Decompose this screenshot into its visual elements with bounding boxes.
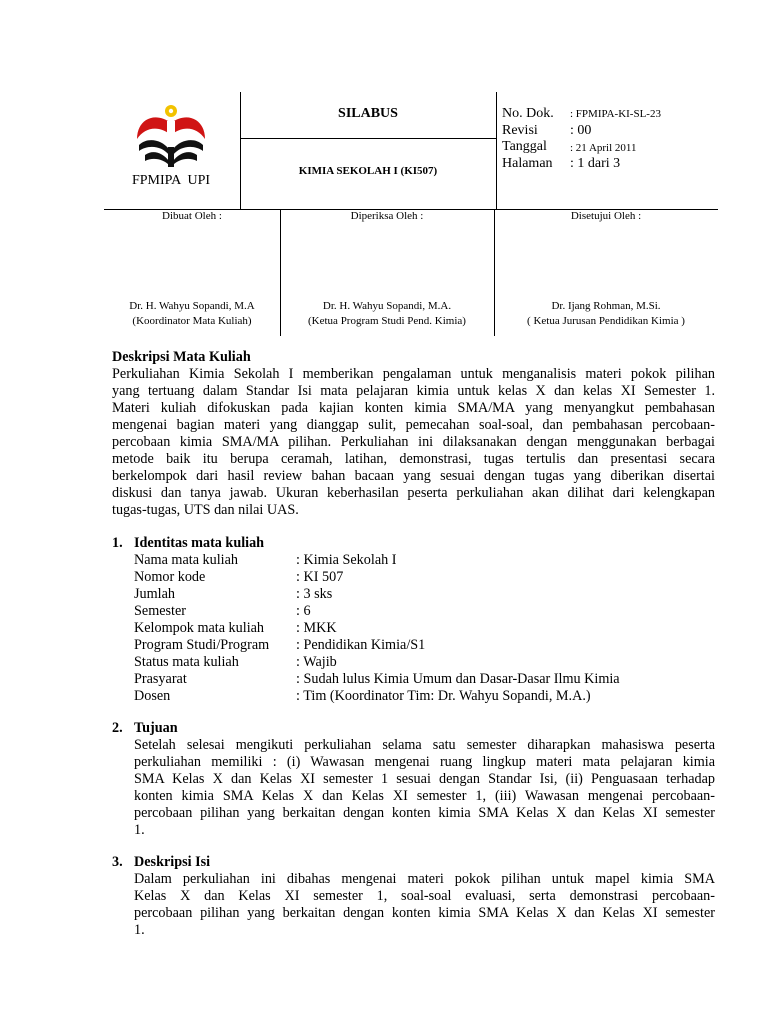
section-title: Identitas mata kuliah	[134, 535, 265, 551]
description-line: diskusi dan tanya jawab. Ukuran keberhasilan peserta perkuliahan akan dilihat dari kelengkapan	[112, 485, 715, 501]
section-number: 2.	[112, 720, 123, 736]
description-line: mengenai bagian materi yang dianggap sulit, pemecahan soal-soal, dan pembahasan percobaan-	[112, 417, 715, 433]
identity-value: : Wajib	[296, 654, 337, 670]
course-description	[112, 349, 715, 519]
section-number: 3.	[112, 854, 123, 870]
content-line: percobaan pilihan yang berkaitan dengan konten kimia SMA Kelas X dan Kelas XI semester	[134, 905, 715, 921]
meta-value: : 21 April 2011	[570, 142, 637, 154]
identity-value: : 3 sks	[296, 586, 333, 602]
signature-role: Dibuat Oleh :	[162, 210, 222, 222]
objectives-line: konten kimia SMA Kelas X dan Kelas XI semester 1, (iii) Wawasan mengenai percobaan-	[134, 788, 715, 804]
description-line: tugas-tugas, UTS dan nilai UAS.	[112, 502, 299, 518]
identity-row	[134, 569, 715, 586]
content-line: 1.	[134, 922, 145, 938]
identity-section	[134, 535, 715, 705]
identity-row	[134, 552, 715, 569]
identity-row	[134, 620, 715, 637]
meta-value: : 1 dari 3	[570, 155, 621, 171]
identity-key: Prasyarat	[134, 671, 187, 687]
document-type: SILABUS	[338, 106, 398, 121]
identity-value: : 6	[296, 603, 311, 619]
identity-value: : Kimia Sekolah I	[296, 552, 397, 568]
meta-label: Halaman	[502, 155, 553, 171]
identity-row	[134, 688, 715, 705]
signature-role: Diperiksa Oleh :	[350, 210, 424, 222]
meta-label: Tanggal	[502, 139, 547, 154]
signature-name: Dr. Ijang Rohman, M.Si.	[551, 300, 661, 312]
description-title: Deskripsi Mata Kuliah	[112, 349, 251, 365]
meta-label: No. Dok.	[502, 106, 554, 121]
section-title: Deskripsi Isi	[134, 854, 211, 870]
description-line: Perkuliahan Kimia Sekolah I memberikan pengalaman untuk menganalisis materi pokok pilihan	[112, 366, 715, 382]
signature-name: Dr. H. Wahyu Sopandi, M.A.	[322, 300, 452, 312]
identity-row	[134, 603, 715, 620]
identity-value: : KI 507	[296, 569, 344, 585]
identity-key: Semester	[134, 603, 187, 619]
content-section	[134, 854, 715, 939]
description-line: percobaan kimia SMA/MA pilihan. Perkuliahan ini dilaksanakan dengan menggunakan berbagai	[112, 434, 715, 450]
identity-key: Jumlah	[134, 586, 175, 602]
identity-key: Status mata kuliah	[134, 654, 239, 670]
identity-key: Nama mata kuliah	[134, 552, 239, 568]
identity-value: : Pendidikan Kimia/S1	[296, 637, 426, 653]
description-line: Materi kuliah difokuskan pada kajian konten kimia SMA/MA yang menyangkut pembahasan	[112, 400, 715, 416]
document-meta	[502, 106, 718, 172]
identity-row	[134, 586, 715, 603]
identity-row	[134, 654, 715, 671]
description-line: yang tertuang dalam Standar Isi mata pelajaran kimia untuk kelas X dan kelas XI Semester 1.	[112, 383, 715, 399]
objectives-line: percobaan pilihan yang berkaitan dengan konten kimia SMA Kelas X dan Kelas XI semester	[134, 805, 715, 821]
objectives-line: SMA Kelas X dan Kelas XI semester 1 sesuai dengan Standar Isi, (ii) Penguasaan terhadap	[134, 771, 715, 787]
objectives-line: 1.	[134, 822, 145, 838]
upi-logo	[133, 101, 209, 171]
section-title: Tujuan	[134, 720, 178, 736]
content-line: Dalam perkuliahan ini dibahas mengenai materi pokok pilihan untuk mapel kimia SMA	[134, 871, 715, 887]
objectives-line: Setelah selesai mengikuti perkuliahan selama satu semester diharapkan mahasiswa peserta	[134, 737, 715, 753]
logo-caption: FPMIPA UPI	[131, 173, 211, 188]
description-line: berkelompok dari hasil review bahan bacaan yang sesuai dengan tugas yang diberikan disertai	[112, 468, 715, 484]
identity-key: Nomor kode	[134, 569, 206, 585]
objectives-section	[134, 720, 715, 839]
identity-key: Dosen	[134, 688, 171, 704]
identity-key: Kelompok mata kuliah	[134, 620, 265, 636]
identity-key: Program Studi/Program	[134, 637, 270, 653]
signature-position: (Ketua Program Studi Pend. Kimia)	[308, 315, 466, 327]
meta-value: : 00	[570, 122, 592, 138]
meta-value: : FPMIPA-KI-SL-23	[570, 108, 661, 120]
identity-value: : Sudah lulus Kimia Umum dan Dasar-Dasar Ilmu Kimia	[296, 671, 620, 687]
description-line: metode baik itu berupa ceramah, latihan, demonstrasi, tugas tertulis dan presentasi secara	[112, 451, 715, 467]
signature-position: ( Ketua Jurusan Pendidikan Kimia )	[527, 315, 685, 327]
identity-row	[134, 637, 715, 654]
meta-label: Revisi	[502, 122, 538, 138]
section-number: 1.	[112, 535, 123, 551]
identity-value: : Tim (Koordinator Tim: Dr. Wahyu Sopandi, M.A.)	[296, 688, 591, 704]
content-line: Kelas X dan Kelas XI semester 1, soal-soal evaluasi, serta demonstrasi percobaan-	[134, 888, 715, 904]
identity-value: : MKK	[296, 620, 337, 636]
signature-role: Disetujui Oleh :	[570, 210, 642, 222]
identity-row	[134, 671, 715, 688]
course-title: KIMIA SEKOLAH I (KI507)	[298, 165, 438, 177]
signature-position: (Koordinator Mata Kuliah)	[132, 315, 252, 327]
objectives-line: perkuliahan memiliki : (i) Wawasan mengenai ruang lingkup materi mata pelajaran kimia	[134, 754, 715, 770]
signature-name: Dr. H. Wahyu Sopandi, M.A	[129, 300, 255, 312]
